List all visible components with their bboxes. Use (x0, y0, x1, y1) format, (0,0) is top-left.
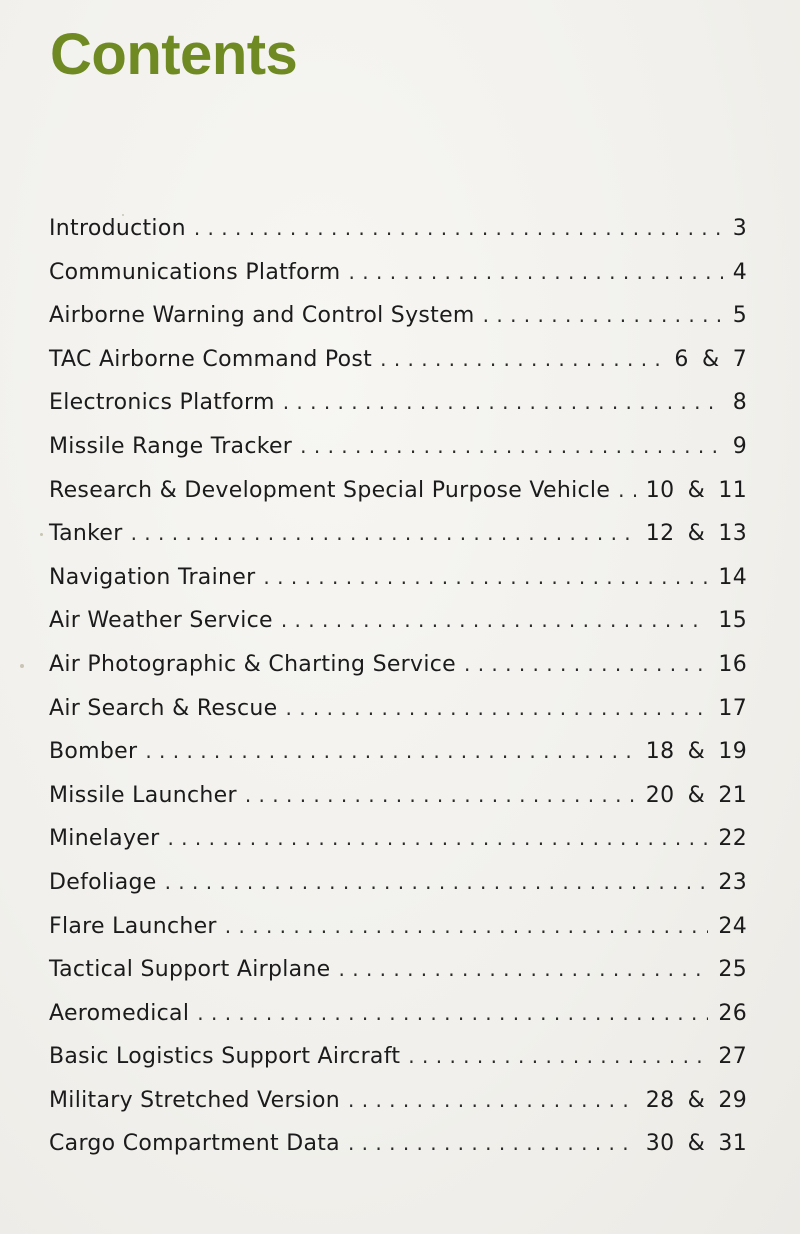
toc-entry (49, 957, 747, 1001)
toc-entry-page: 28 & 29 (645, 1087, 747, 1113)
toc-leader-dots (197, 1001, 708, 1025)
toc-leader-dots (348, 1131, 636, 1155)
page-title: Contents (50, 22, 298, 87)
toc-entry-label: Bomber (49, 739, 138, 765)
toc-entry-label: Missile Launcher (49, 782, 237, 808)
toc-entry-page: 25 (718, 957, 747, 983)
toc-entry (49, 652, 747, 696)
toc-entry (49, 1044, 747, 1088)
toc-entry-label: Airborne Warning and Control System (49, 303, 475, 329)
toc-leader-dots (263, 565, 708, 589)
paper-speck (20, 664, 24, 668)
toc-entry-label: TAC Airborne Command Post (49, 346, 373, 372)
paper-speck (40, 533, 43, 536)
toc-entry-page: 18 & 19 (645, 739, 747, 765)
toc-entry-page: 15 (718, 608, 747, 634)
toc-entry-page: 26 (718, 1000, 747, 1026)
toc-entry-label: Communications Platform (49, 259, 341, 285)
toc-entry (49, 565, 747, 609)
toc-entry-page: 8 (732, 390, 747, 416)
toc-entry (49, 739, 747, 783)
toc-leader-dots (245, 783, 636, 807)
toc-entry (49, 434, 747, 478)
toc-entry-label: Flare Launcher (49, 913, 217, 939)
toc-entry (49, 1001, 747, 1045)
toc-leader-dots (349, 260, 723, 284)
toc-entry-page: 23 (718, 869, 747, 895)
toc-entry-label: Air Search & Rescue (49, 695, 278, 721)
toc-entry-page: 12 & 13 (645, 521, 747, 547)
toc-leader-dots (339, 957, 709, 981)
table-of-contents (49, 216, 747, 1175)
toc-entry (49, 260, 747, 304)
toc-entry-label: Air Weather Service (49, 608, 273, 634)
toc-entry-page: 30 & 31 (645, 1131, 747, 1157)
toc-entry-label: Cargo Compartment Data (49, 1131, 340, 1157)
toc-entry-label: Tactical Support Airplane (49, 957, 331, 983)
toc-entry (49, 1088, 747, 1132)
toc-entry-page: 16 (718, 651, 747, 677)
toc-entry-label: Basic Logistics Support Aircraft (49, 1044, 401, 1070)
toc-leader-dots (300, 434, 723, 458)
toc-entry (49, 347, 747, 391)
toc-entry-label: Missile Range Tracker (49, 433, 293, 459)
toc-entry-label: Electronics Platform (49, 390, 275, 416)
toc-leader-dots (145, 739, 635, 763)
toc-leader-dots (380, 347, 664, 371)
toc-entry-label: Defoliage (49, 869, 157, 895)
toc-entry-label: Research & Development Special Purpose Vehicle (49, 477, 611, 503)
toc-entry (49, 478, 747, 522)
toc-entry-page: 22 (718, 826, 747, 852)
toc-entry-page: 17 (718, 695, 747, 721)
toc-leader-dots (167, 826, 708, 850)
toc-entry-page: 10 & 11 (645, 477, 747, 503)
toc-entry (49, 521, 747, 565)
toc-entry (49, 390, 747, 434)
toc-entry-page: 4 (732, 259, 747, 285)
paper-speck (122, 214, 124, 216)
toc-entry-page: 24 (718, 913, 747, 939)
toc-leader-dots (464, 652, 708, 676)
toc-entry-label: Military Stretched Version (49, 1087, 341, 1113)
toc-entry (49, 216, 747, 260)
toc-entry (49, 914, 747, 958)
toc-entry-label: Introduction (49, 216, 186, 241)
toc-entry-label: Minelayer (49, 826, 160, 852)
toc-leader-dots (283, 390, 723, 414)
toc-leader-dots (165, 870, 709, 894)
toc-entry (49, 608, 747, 652)
toc-entry (49, 826, 747, 870)
toc-leader-dots (483, 303, 723, 327)
toc-entry-page: 5 (732, 303, 747, 329)
toc-entry (49, 870, 747, 914)
toc-entry-page: 9 (732, 433, 747, 459)
toc-entry-page: 14 (718, 564, 747, 590)
toc-entry-page: 3 (732, 216, 747, 241)
toc-entry (49, 696, 747, 740)
toc-leader-dots (225, 914, 709, 938)
toc-entry-page: 6 & 7 (674, 346, 747, 372)
toc-entry-label: Aeromedical (49, 1000, 190, 1026)
toc-leader-dots (286, 696, 709, 720)
toc-leader-dots (348, 1088, 636, 1112)
toc-entry (49, 783, 747, 827)
toc-leader-dots (131, 521, 636, 545)
toc-entry (49, 303, 747, 347)
toc-entry (49, 1131, 747, 1175)
toc-entry-label: Air Photographic & Charting Service (49, 651, 456, 677)
toc-entry-label: Tanker (49, 521, 123, 547)
toc-leader-dots (281, 608, 709, 632)
toc-entry-page: 20 & 21 (645, 782, 747, 808)
toc-leader-dots (618, 478, 636, 502)
toc-entry-page: 27 (718, 1044, 747, 1070)
toc-leader-dots (408, 1044, 708, 1068)
toc-entry-label: Navigation Trainer (49, 564, 256, 590)
toc-leader-dots (194, 216, 723, 240)
